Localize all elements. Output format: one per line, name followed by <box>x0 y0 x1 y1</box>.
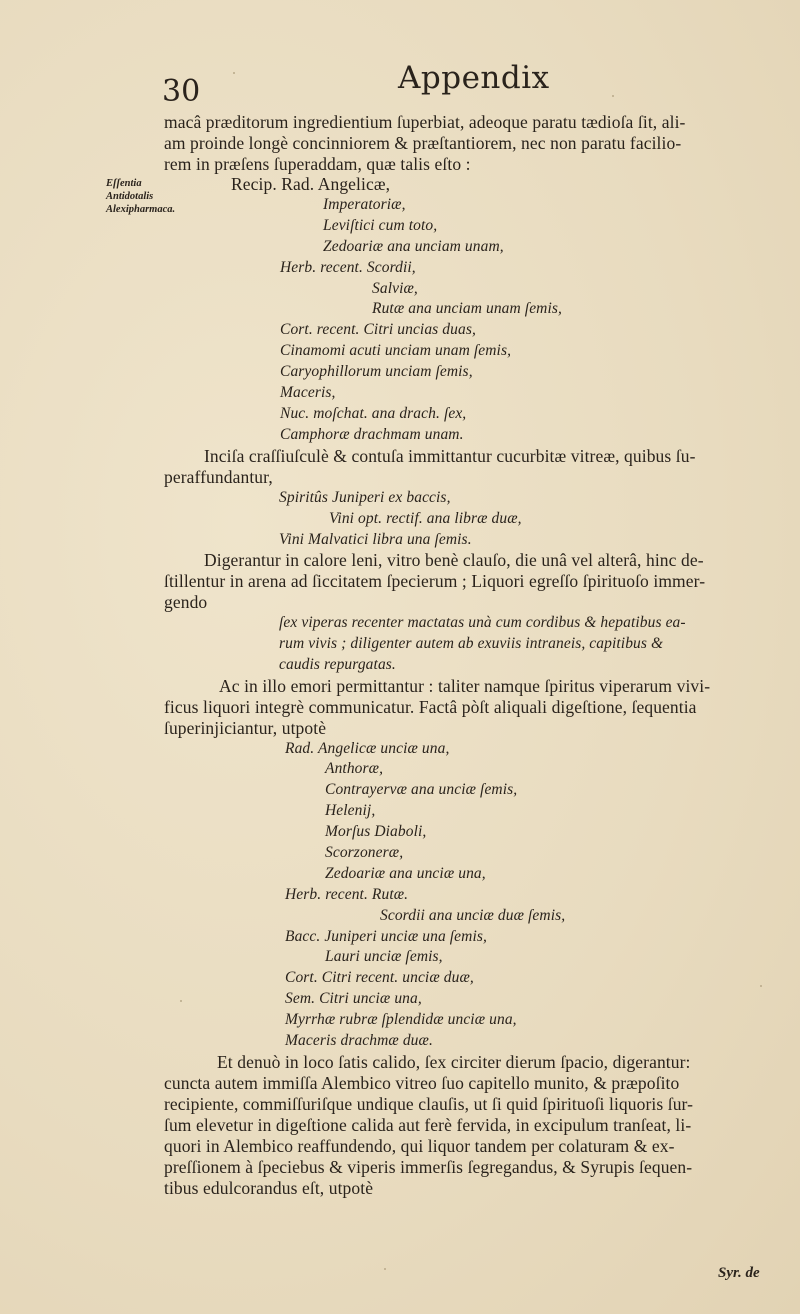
text-line: ſum elevetur in digeſtione calida aut ferè fervida, in excipulum tranſeat, li- <box>164 1115 692 1135</box>
text-line: Anthoræ, <box>325 760 384 777</box>
text-line: Ac in illo emori permittantur : taliter namque ſpiritus viperarum vivi- <box>219 676 711 696</box>
text-line: Digerantur in calore leni, vitro benè clauſo, die unâ vel alterâ, hinc de- <box>204 550 704 570</box>
text-line: gendo <box>164 592 208 612</box>
text-line: Bacc. Juniperi unciæ una ſemis, <box>285 928 487 945</box>
text-line: Nuc. moſchat. ana drach. ſex, <box>280 405 467 422</box>
text-line: Camphoræ drachmam unam. <box>280 426 464 443</box>
text-line: Scordii ana unciæ duæ ſemis, <box>380 907 566 924</box>
margin-note: Eſſentia Antidotalis Alexipharmaca. <box>106 178 176 215</box>
text-line: recipiente, commiſſuriſque undique clauſis, ut ſi quid ſpirituoſi liquoris ſur- <box>164 1094 694 1114</box>
text-line: Contrayervæ ana unciæ ſemis, <box>325 781 518 798</box>
text-line: Morſus Diaboli, <box>325 823 427 840</box>
paper-speck <box>233 72 235 74</box>
text-line: Recip. Rad. Angelicæ, <box>231 174 391 194</box>
text-line: preſſionem à ſpeciebus & viperis immerſis ſegregandus, & Syrupis ſequen- <box>164 1157 693 1177</box>
text-line: Et denuò in loco ſatis calido, ſex circiter dierum ſpacio, digerantur: <box>217 1052 691 1072</box>
text-line: ſtillentur in arena ad ſiccitatem ſpecierum ; Liquori egreſſo ſpirituoſo immer- <box>164 571 706 591</box>
paper-speck <box>612 95 614 97</box>
paper-speck <box>760 985 762 987</box>
text-line: Rad. Angelicæ unciæ una, <box>285 740 450 757</box>
text-line: Cinamomi acuti unciam unam ſemis, <box>280 342 512 359</box>
text-line: Scorzoneræ, <box>325 844 404 861</box>
text-line: Maceris, <box>280 384 336 401</box>
text-line: Zedoariæ ana unciam unam, <box>323 238 504 255</box>
text-line: Zedoariæ ana unciæ una, <box>325 865 486 882</box>
running-head: Appendix <box>398 60 550 96</box>
text-line: am proinde longè concinniorem & præſtantiorem, nec non paratu facilio- <box>164 133 682 153</box>
text-line: Cort. recent. Citri uncias duas, <box>280 321 476 338</box>
paper-speck <box>384 1268 386 1270</box>
text-line: Herb. recent. Rutæ. <box>285 886 409 903</box>
text-line: Salviæ, <box>372 280 418 297</box>
text-line: ſuperinjiciantur, utpotè <box>164 718 327 738</box>
text-line: Caryophillorum unciam ſemis, <box>280 363 473 380</box>
text-line: Cort. Citri recent. unciæ duæ, <box>285 969 474 986</box>
text-line: cuncta autem immiſſa Alembico vitreo ſuo capitello munito, & præpoſito <box>164 1073 680 1093</box>
text-line: Lauri unciæ ſemis, <box>325 948 443 965</box>
text-line: rum vivis ; diligenter autem ab exuviis intraneis, capitibus & <box>279 635 664 652</box>
catchword: Syr. de <box>718 1265 760 1281</box>
text-line: Helenij, <box>325 802 376 819</box>
text-line: ficus liquori integrè communicatur. Factâ pòſt aliquali digeſtione, ſequentia <box>164 697 697 717</box>
text-line: Leviſtici cum toto, <box>323 217 438 234</box>
text-line: Myrrhæ rubræ ſplendidæ unciæ una, <box>285 1011 517 1028</box>
page-number: 30 <box>162 74 201 109</box>
text-line: Vini Malvatici libra una ſemis. <box>279 531 472 548</box>
text-line: macâ præditorum ingredientium ſuperbiat, adeoque paratu tædioſa ſit, ali- <box>164 112 686 132</box>
text-line: Rutæ ana unciam unam ſemis, <box>372 300 562 317</box>
text-line: Sem. Citri unciæ una, <box>285 990 422 1007</box>
text-line: Vini opt. rectif. ana libræ duæ, <box>329 510 522 527</box>
text-line: tibus edulcorandus eſt, utpotè <box>164 1178 374 1198</box>
text-line: Inciſa craſſiuſculè & contuſa immittantur cucurbitæ vitreæ, quibus ſu- <box>204 446 696 466</box>
text-line: Maceris drachmæ duæ. <box>285 1032 433 1049</box>
text-line: quori in Alembico reaffundendo, qui liquor tandem per colaturam & ex- <box>164 1136 675 1156</box>
text-line: caudis repurgatas. <box>279 656 396 673</box>
text-line: rem in præſens ſuperaddam, quæ talis eſto : <box>164 154 471 174</box>
paper-speck <box>180 1000 182 1002</box>
text-line: Spiritûs Juniperi ex baccis, <box>279 489 451 506</box>
text-line: Herb. recent. Scordii, <box>280 259 416 276</box>
text-line: peraffundantur, <box>164 467 273 487</box>
text-line: ſex viperas recenter mactatas unà cum cordibus & hepatibus ea- <box>279 614 686 631</box>
text-line: Imperatoriæ, <box>323 196 406 213</box>
